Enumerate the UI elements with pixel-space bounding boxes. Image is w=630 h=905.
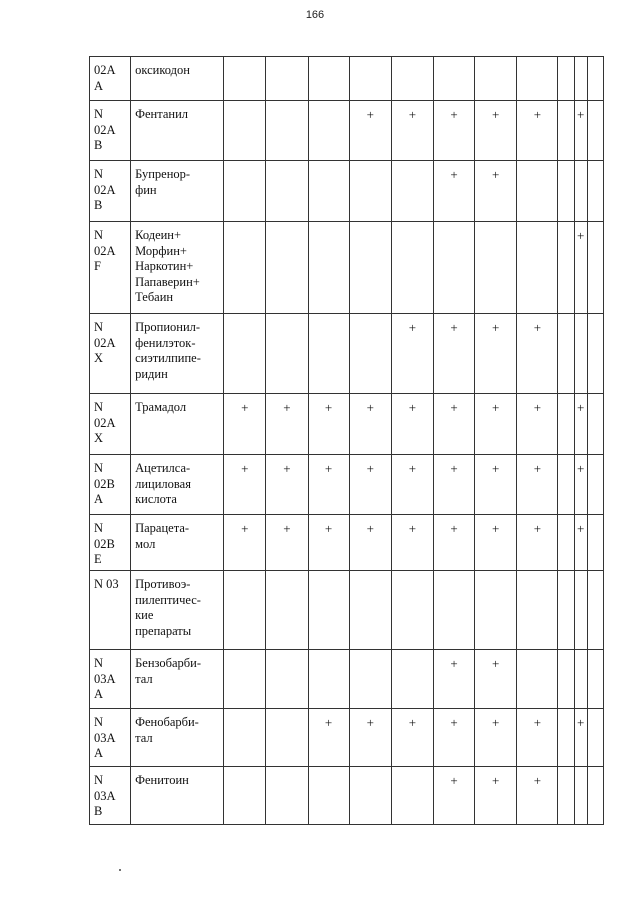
atc-code-line: A — [94, 78, 104, 93]
atc-code-line: N — [94, 228, 104, 242]
mark-cell — [434, 222, 475, 314]
table-row — [90, 314, 604, 394]
mark-cell: + — [224, 455, 266, 515]
drug-name-line: препараты — [135, 623, 192, 638]
mark-cell — [587, 394, 603, 455]
drug-name-cell — [131, 515, 224, 571]
drug-name-line: пилептичес- — [135, 592, 201, 607]
drug-name-line: Противоэ- — [135, 577, 191, 591]
mark-cell — [558, 222, 574, 314]
mark-cell — [224, 161, 266, 222]
mark-cell — [224, 101, 266, 161]
table-row — [90, 515, 604, 571]
mark-cell: + — [266, 455, 308, 515]
mark-cell: + — [349, 709, 391, 767]
mark-cell — [224, 57, 266, 101]
mark-cell — [391, 571, 433, 650]
mark-cell — [308, 571, 349, 650]
mark-cell — [587, 57, 603, 101]
drug-name-line: Парацета- — [135, 521, 190, 535]
drug-name-line: Трамадол — [135, 400, 187, 414]
mark-cell — [558, 394, 574, 455]
mark-cell — [434, 57, 475, 101]
drug-name-line: оксикодон — [135, 63, 190, 77]
mark-cell — [558, 161, 574, 222]
mark-cell: + — [349, 394, 391, 455]
atc-code-line: N — [94, 656, 104, 670]
atc-code-cell — [90, 101, 131, 161]
mark-cell — [587, 455, 603, 515]
atc-code-line: 02A — [94, 415, 116, 430]
mark-cell — [434, 571, 475, 650]
mark-cell — [266, 222, 308, 314]
mark-cell — [517, 571, 558, 650]
drug-name-line: Кодеин+ — [135, 228, 182, 242]
mark-cell — [574, 161, 587, 222]
drug-name-line: сиэтилпипе- — [135, 351, 201, 365]
mark-cell: + — [574, 515, 587, 571]
mark-cell: + — [434, 767, 475, 825]
mark-cell: + — [224, 394, 266, 455]
atc-code-line: N — [94, 400, 104, 414]
mark-cell: + — [308, 709, 349, 767]
mark-cell: + — [391, 394, 433, 455]
atc-code-cell — [90, 394, 131, 455]
mark-cell: + — [434, 394, 475, 455]
drug-name-line: Ацетилса- — [135, 461, 191, 475]
mark-cell — [558, 57, 574, 101]
drug-name-cell — [131, 314, 224, 394]
mark-cell — [308, 161, 349, 222]
mark-cell: + — [517, 101, 558, 161]
mark-cell: + — [349, 515, 391, 571]
table-row — [90, 101, 604, 161]
mark-cell: + — [574, 222, 587, 314]
atc-code-line: N 03 — [94, 577, 119, 591]
atc-code-line: N — [94, 715, 104, 729]
mark-cell — [587, 571, 603, 650]
mark-cell: + — [475, 767, 517, 825]
mark-cell — [308, 57, 349, 101]
mark-cell — [391, 161, 433, 222]
mark-cell — [266, 767, 308, 825]
mark-cell — [558, 571, 574, 650]
mark-cell — [224, 709, 266, 767]
mark-cell — [558, 314, 574, 394]
mark-cell: + — [391, 314, 433, 394]
mark-cell: + — [266, 394, 308, 455]
drug-name-cell — [131, 571, 224, 650]
mark-cell: + — [308, 394, 349, 455]
mark-cell — [308, 650, 349, 709]
atc-code-line: 02B — [94, 536, 115, 551]
mark-cell — [349, 57, 391, 101]
atc-code-line: N — [94, 320, 104, 334]
table-row — [90, 709, 604, 767]
mark-cell: + — [434, 650, 475, 709]
mark-cell — [587, 515, 603, 571]
drug-name-cell — [131, 455, 224, 515]
mark-cell: + — [434, 314, 475, 394]
atc-code-line: B — [94, 804, 103, 818]
mark-cell — [475, 222, 517, 314]
drug-name-line: тал — [135, 730, 153, 745]
drug-name-line: Пропионил- — [135, 320, 201, 334]
mark-cell: + — [434, 161, 475, 222]
table-row — [90, 161, 604, 222]
table-row — [90, 767, 604, 825]
atc-code-line: 02A — [94, 122, 116, 137]
mark-cell: + — [475, 101, 517, 161]
mark-cell: + — [349, 101, 391, 161]
atc-code-line: A — [94, 746, 104, 760]
table-row — [90, 394, 604, 455]
atc-code-line: N — [94, 167, 104, 181]
mark-cell: + — [434, 515, 475, 571]
mark-cell — [475, 571, 517, 650]
atc-code-line: 03A — [94, 730, 116, 745]
mark-cell — [558, 767, 574, 825]
mark-cell — [224, 767, 266, 825]
atc-code-line: A — [94, 492, 104, 506]
atc-code-cell — [90, 314, 131, 394]
mark-cell — [587, 767, 603, 825]
atc-code-line: N — [94, 773, 104, 787]
atc-code-line: 02A — [94, 63, 116, 77]
mark-cell — [574, 571, 587, 650]
drug-name-line: Фенобарби- — [135, 715, 199, 729]
mark-cell: + — [349, 455, 391, 515]
mark-cell: + — [308, 515, 349, 571]
mark-cell — [349, 571, 391, 650]
atc-code-line: X — [94, 351, 104, 365]
drug-name-line: Тебаин — [135, 290, 174, 304]
drug-name-line: фин — [135, 182, 157, 197]
table-row — [90, 57, 604, 101]
drug-name-line: кислота — [135, 492, 177, 506]
atc-code-line: 02A — [94, 243, 116, 258]
atc-code-cell — [90, 57, 131, 101]
mark-cell — [574, 57, 587, 101]
mark-cell: + — [475, 515, 517, 571]
mark-cell: + — [266, 515, 308, 571]
atc-code-line: N — [94, 461, 104, 475]
drug-name-line: Наркотин+ — [135, 259, 194, 273]
drug-name-line: Бензобарби- — [135, 656, 202, 670]
mark-cell: + — [574, 455, 587, 515]
mark-cell — [224, 222, 266, 314]
atc-code-line: 02B — [94, 476, 115, 491]
atc-code-line: F — [94, 259, 101, 273]
atc-code-line: A — [94, 687, 104, 701]
mark-cell — [266, 571, 308, 650]
atc-code-line: 03A — [94, 671, 116, 686]
atc-code-line: 02A — [94, 182, 116, 197]
drug-name-cell — [131, 222, 224, 314]
mark-cell: + — [517, 515, 558, 571]
drug-name-cell — [131, 650, 224, 709]
mark-cell — [266, 650, 308, 709]
atc-code-line: N — [94, 107, 104, 121]
mark-cell: + — [475, 455, 517, 515]
mark-cell: + — [475, 314, 517, 394]
drug-name-line: мол — [135, 536, 156, 551]
atc-code-line: 03A — [94, 788, 116, 803]
atc-code-cell — [90, 515, 131, 571]
atc-code-line: 02A — [94, 335, 116, 350]
mark-cell — [587, 222, 603, 314]
atc-code-line: X — [94, 431, 104, 445]
mark-cell: + — [517, 455, 558, 515]
mark-cell — [587, 650, 603, 709]
mark-cell — [587, 161, 603, 222]
table-row — [90, 650, 604, 709]
drug-name-line: кие — [135, 608, 154, 622]
mark-cell — [266, 161, 308, 222]
drug-name-line: фенилэток- — [135, 335, 196, 350]
drug-name-line: Фентанил — [135, 107, 189, 121]
drug-name-line: Морфин+ — [135, 243, 187, 258]
mark-cell — [266, 57, 308, 101]
mark-cell — [517, 650, 558, 709]
mark-cell — [391, 650, 433, 709]
mark-cell: + — [434, 101, 475, 161]
mark-cell — [587, 709, 603, 767]
mark-cell: + — [391, 101, 433, 161]
mark-cell — [349, 314, 391, 394]
mark-cell: + — [434, 455, 475, 515]
mark-cell — [391, 767, 433, 825]
mark-cell: + — [475, 161, 517, 222]
mark-cell — [558, 515, 574, 571]
atc-code-line: B — [94, 138, 103, 152]
mark-cell — [266, 314, 308, 394]
mark-cell — [349, 767, 391, 825]
mark-cell: + — [391, 455, 433, 515]
mark-cell: + — [574, 394, 587, 455]
mark-cell: + — [517, 394, 558, 455]
mark-cell — [587, 314, 603, 394]
mark-cell — [558, 455, 574, 515]
drug-name-line: Бупренор- — [135, 167, 191, 181]
mark-cell: + — [475, 394, 517, 455]
atc-code-cell — [90, 455, 131, 515]
stray-dot — [119, 869, 121, 871]
mark-cell — [574, 650, 587, 709]
drug-name-cell — [131, 394, 224, 455]
atc-code-cell — [90, 650, 131, 709]
mark-cell — [349, 161, 391, 222]
mark-cell — [308, 767, 349, 825]
atc-code-cell — [90, 767, 131, 825]
mark-cell — [517, 57, 558, 101]
mark-cell: + — [308, 455, 349, 515]
drug-table — [89, 56, 604, 825]
drug-name-cell — [131, 101, 224, 161]
mark-cell — [517, 161, 558, 222]
drug-name-line: ридин — [135, 366, 168, 381]
mark-cell — [587, 101, 603, 161]
table-row — [90, 571, 604, 650]
mark-cell — [349, 650, 391, 709]
mark-cell: + — [517, 314, 558, 394]
mark-cell — [224, 571, 266, 650]
atc-code-line: E — [94, 552, 102, 566]
mark-cell — [517, 222, 558, 314]
mark-cell — [308, 101, 349, 161]
atc-code-cell — [90, 161, 131, 222]
atc-code-line: B — [94, 198, 103, 212]
mark-cell — [558, 709, 574, 767]
atc-code-line: N — [94, 521, 104, 535]
mark-cell — [349, 222, 391, 314]
mark-cell: + — [475, 650, 517, 709]
table-row — [90, 455, 604, 515]
mark-cell — [558, 650, 574, 709]
mark-cell — [224, 314, 266, 394]
mark-cell — [391, 57, 433, 101]
mark-cell: + — [574, 101, 587, 161]
drug-name-line: тал — [135, 671, 153, 686]
mark-cell — [308, 314, 349, 394]
atc-code-cell — [90, 709, 131, 767]
drug-name-cell — [131, 767, 224, 825]
mark-cell — [475, 57, 517, 101]
drug-name-cell — [131, 161, 224, 222]
drug-name-line: Папаверин+ — [135, 274, 200, 289]
drug-name-line: лициловая — [135, 476, 191, 491]
mark-cell — [558, 101, 574, 161]
mark-cell — [574, 767, 587, 825]
mark-cell: + — [391, 515, 433, 571]
mark-cell: + — [574, 709, 587, 767]
mark-cell: + — [517, 709, 558, 767]
table-row — [90, 222, 604, 314]
mark-cell — [308, 222, 349, 314]
drug-name-cell — [131, 57, 224, 101]
mark-cell: + — [434, 709, 475, 767]
mark-cell — [391, 222, 433, 314]
atc-code-cell — [90, 222, 131, 314]
drug-name-line: Фенитоин — [135, 773, 189, 787]
mark-cell — [574, 314, 587, 394]
atc-code-cell — [90, 571, 131, 650]
mark-cell — [224, 650, 266, 709]
mark-cell — [266, 101, 308, 161]
mark-cell: + — [475, 709, 517, 767]
drug-name-cell — [131, 709, 224, 767]
mark-cell: + — [224, 515, 266, 571]
mark-cell — [266, 709, 308, 767]
page-number: 166 — [305, 9, 325, 21]
mark-cell: + — [517, 767, 558, 825]
mark-cell: + — [391, 709, 433, 767]
